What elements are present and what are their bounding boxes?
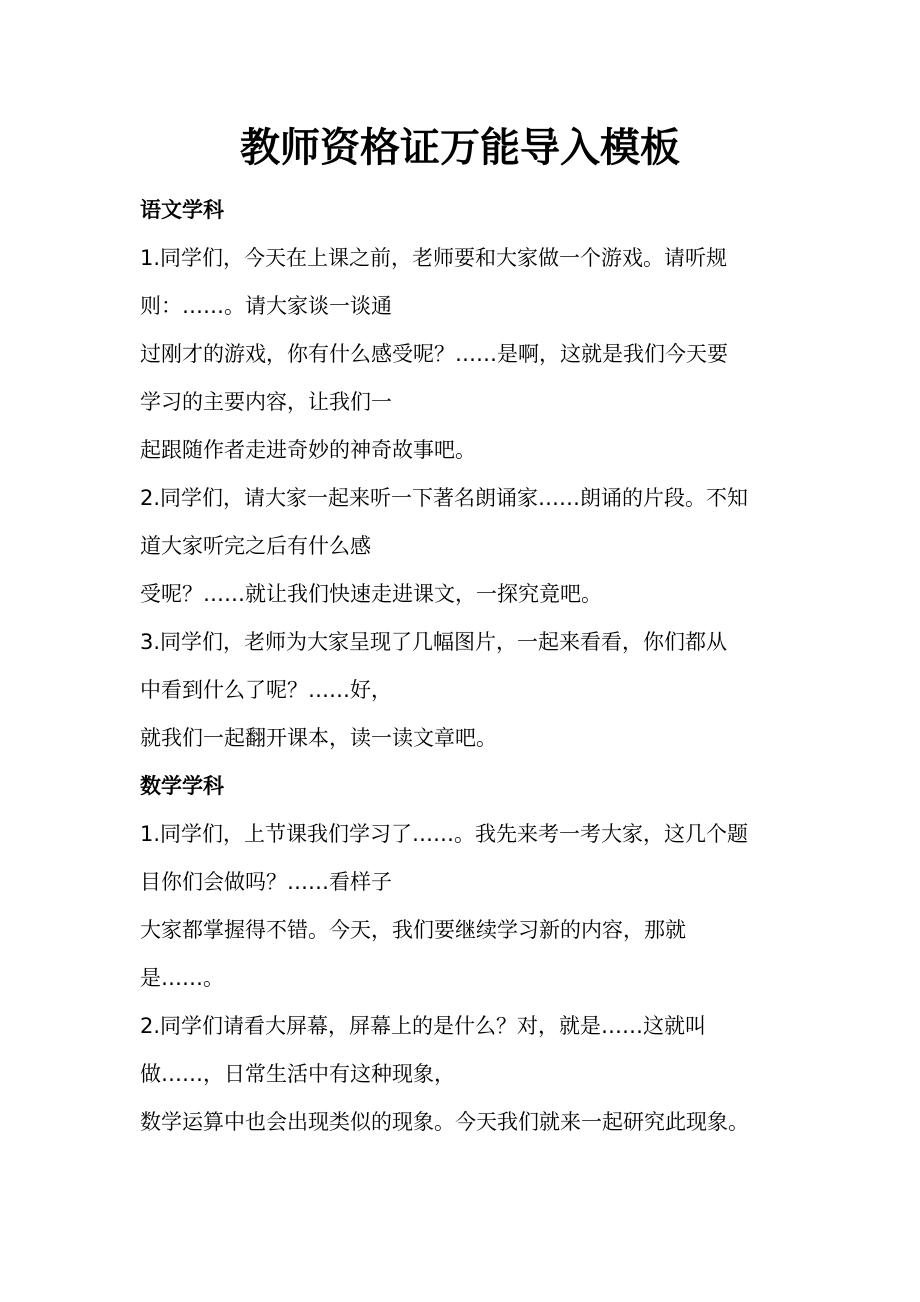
paragraph-line: 则：……。请大家谈一谈通	[140, 294, 392, 318]
paragraph-line: 受呢？……就让我们快速走进课文，一探究竟吧。	[140, 582, 602, 606]
paragraph-line: 3.同学们，老师为大家呈现了几幅图片，一起来看看，你们都从	[140, 630, 728, 654]
paragraph-line: 做……，日常生活中有这种现象，	[140, 1062, 455, 1086]
section-heading: 数学学科	[140, 774, 224, 798]
paragraph-line: 大家都掌握得不错。今天，我们要继续学习新的内容，那就	[140, 918, 686, 942]
paragraph-line: 1.同学们，上节课我们学习了……。我先来考一考大家，这几个题	[140, 822, 749, 846]
paragraph-line: 起跟随作者走进奇妙的神奇故事吧。	[140, 438, 476, 462]
paragraph-line: 2.同学们请看大屏幕，屏幕上的是什么？对，就是……这就叫	[140, 1014, 707, 1038]
document-title: 教师资格证万能导入模板	[240, 124, 680, 171]
paragraph-line: 道大家听完之后有什么感	[140, 534, 371, 558]
document-body	[140, 186, 800, 1146]
paragraph-line: 1.同学们，今天在上课之前，老师要和大家做一个游戏。请听规	[140, 246, 728, 270]
paragraph-line: 是……。	[140, 966, 224, 990]
paragraph-line: 就我们一起翻开课本，读一读文章吧。	[140, 726, 497, 750]
paragraph-line: 学习的主要内容，让我们一	[140, 390, 392, 414]
paragraph-line: 数学运算中也会出现类似的现象。今天我们就来一起研究此现象。	[140, 1110, 749, 1134]
paragraph-line: 过刚才的游戏，你有什么感受呢？……是啊，这就是我们今天要	[140, 342, 728, 366]
section-math	[140, 762, 800, 1146]
paragraph-line: 中看到什么了呢？……好，	[140, 678, 392, 702]
section-chinese	[140, 186, 800, 762]
paragraph-line: 2.同学们，请大家一起来听一下著名朗诵家……朗诵的片段。不知	[140, 486, 749, 510]
paragraph-line: 目你们会做吗？……看样子	[140, 870, 392, 894]
section-heading: 语文学科	[140, 198, 224, 222]
